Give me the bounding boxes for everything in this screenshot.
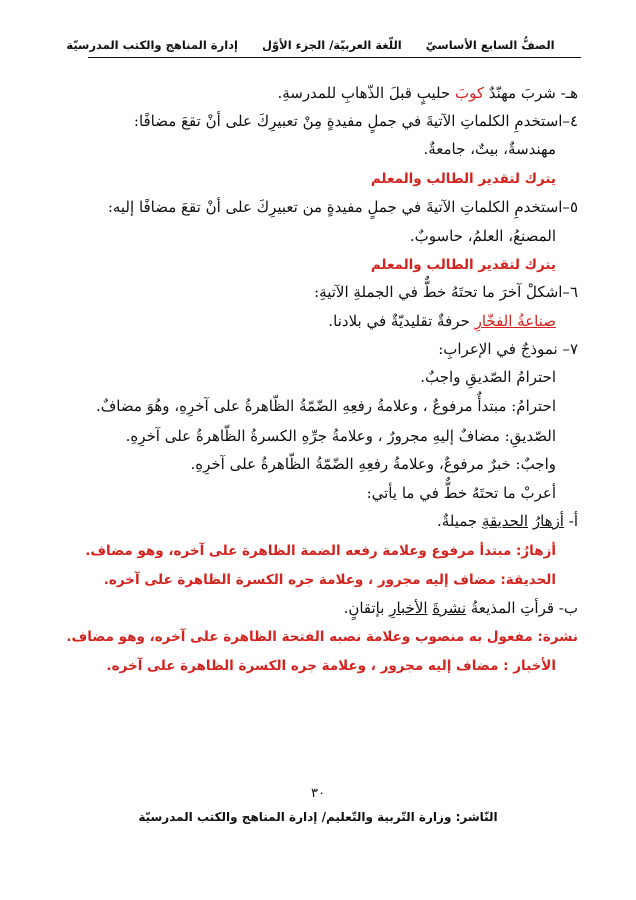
- underlined-phrase: صناعةُ الفخّارِ: [474, 312, 556, 330]
- question-7: ٧– نموذجٌ في الإعرابِ:: [438, 340, 578, 358]
- answer-a-1: أزهارُ: مبتدأ مرفوع وعلامة رفعه الضمة الظاهرة على آخره، وهو مضاف.: [85, 543, 556, 559]
- parsing-line-1: احترامُ: مبتدأٌ مرفوعٌ ، وعلامةُ رفعِهِ الضّمّةُ الظّاهرةُ على آخرِهِ، وهُوَ مضافٌ.: [95, 397, 556, 415]
- parsing-line-2: الصّديقِ: مضافٌ إليهِ مجرورٌ ، وعلامةُ جرِّهِ الكسرةُ الظّاهرةُ على آخرِهِ.: [125, 427, 556, 445]
- answer-a-2: الحديقة: مضاف إليه مجرور ، وعلامة جره الكسرة الظاهرة على آخره.: [103, 572, 556, 588]
- question-4-words: مهندسةٌ، بيتٌ، جامعةٌ.: [423, 140, 556, 158]
- page-header: [40, 38, 581, 52]
- answer-5: يترك لتقدير الطالب والمعلم: [370, 257, 556, 273]
- exercise-b: ب- قرأتِ المذيعةُ نشرةَ الأخبارِ بإتقانٍ.: [343, 599, 578, 617]
- header-publisher: إدارة المناهج والكتب المدرسيّة: [66, 38, 238, 52]
- model-sentence: احترامُ الصّديقِ واجبٌ.: [420, 368, 556, 386]
- exercise-a: أ- أزهارُ الحديقةِ جميلةٌ.: [436, 512, 578, 530]
- highlighted-word: كوبَ: [454, 84, 484, 102]
- page-footer: النّاشر: وزارة التّربية والتّعليم/ إدارة المناهج والكتب المدرسيّة: [138, 810, 498, 824]
- question-5-words: المصنعُ، العلمُ، حاسوبٌ.: [409, 227, 556, 245]
- header-rule: [88, 57, 581, 58]
- answer-b-2: الأخبار : مضاف إليه مجرور ، وعلامة جره الكسرة الظاهرة على آخره.: [106, 658, 556, 674]
- page-number: ٣٠: [311, 786, 325, 801]
- question-6: ٦–اشكلْ آخرَ ما تحتَهُ خطٌّ في الجملةِ الآتيةِ:: [314, 283, 578, 301]
- line-item-h: هـ- شربَ مهنّدٌ كوبَ حليبٍ قبلَ الذّهابِ للمدرسةِ.: [277, 84, 578, 102]
- answer-4: يترك لتقدير الطالب والمعلم: [370, 171, 556, 187]
- parse-instruction: أعربْ ما تحتَهُ خطٌّ في ما يأتي:: [366, 484, 556, 502]
- header-grade: الصفُّ السابع الأساسيّ: [425, 38, 555, 52]
- header-subject: اللّغة العربيّة/ الجزء الأوّل: [262, 38, 402, 52]
- question-6-sentence: صناعةُ الفخّارِ حرفةٌ تقليديّةٌ في بلادنا.: [328, 312, 556, 330]
- parsing-line-3: واجبٌ: خبرٌ مرفوعٌ، وعلامةُ رفعِهِ الضّمّةُ الظّاهرةُ على آخرِهِ.: [190, 455, 556, 473]
- question-4: ٤–استخدمِ الكلماتِ الآتيةَ في جملٍ مفيدةٍ مِنْ تعبيرِكَ على أنْ تقعَ مضافًا:: [133, 112, 578, 130]
- question-5: ٥–استخدمِ الكلماتِ الآتيةَ في جملٍ مفيدةٍ من تعبيرِكَ على أنْ تقعَ مضافًا إليه:: [107, 198, 578, 216]
- answer-b-1: نشرة: مفعول به منصوب وعلامة نصبه الفتحة الظاهرة على آخره، وهو مضاف.: [66, 629, 578, 645]
